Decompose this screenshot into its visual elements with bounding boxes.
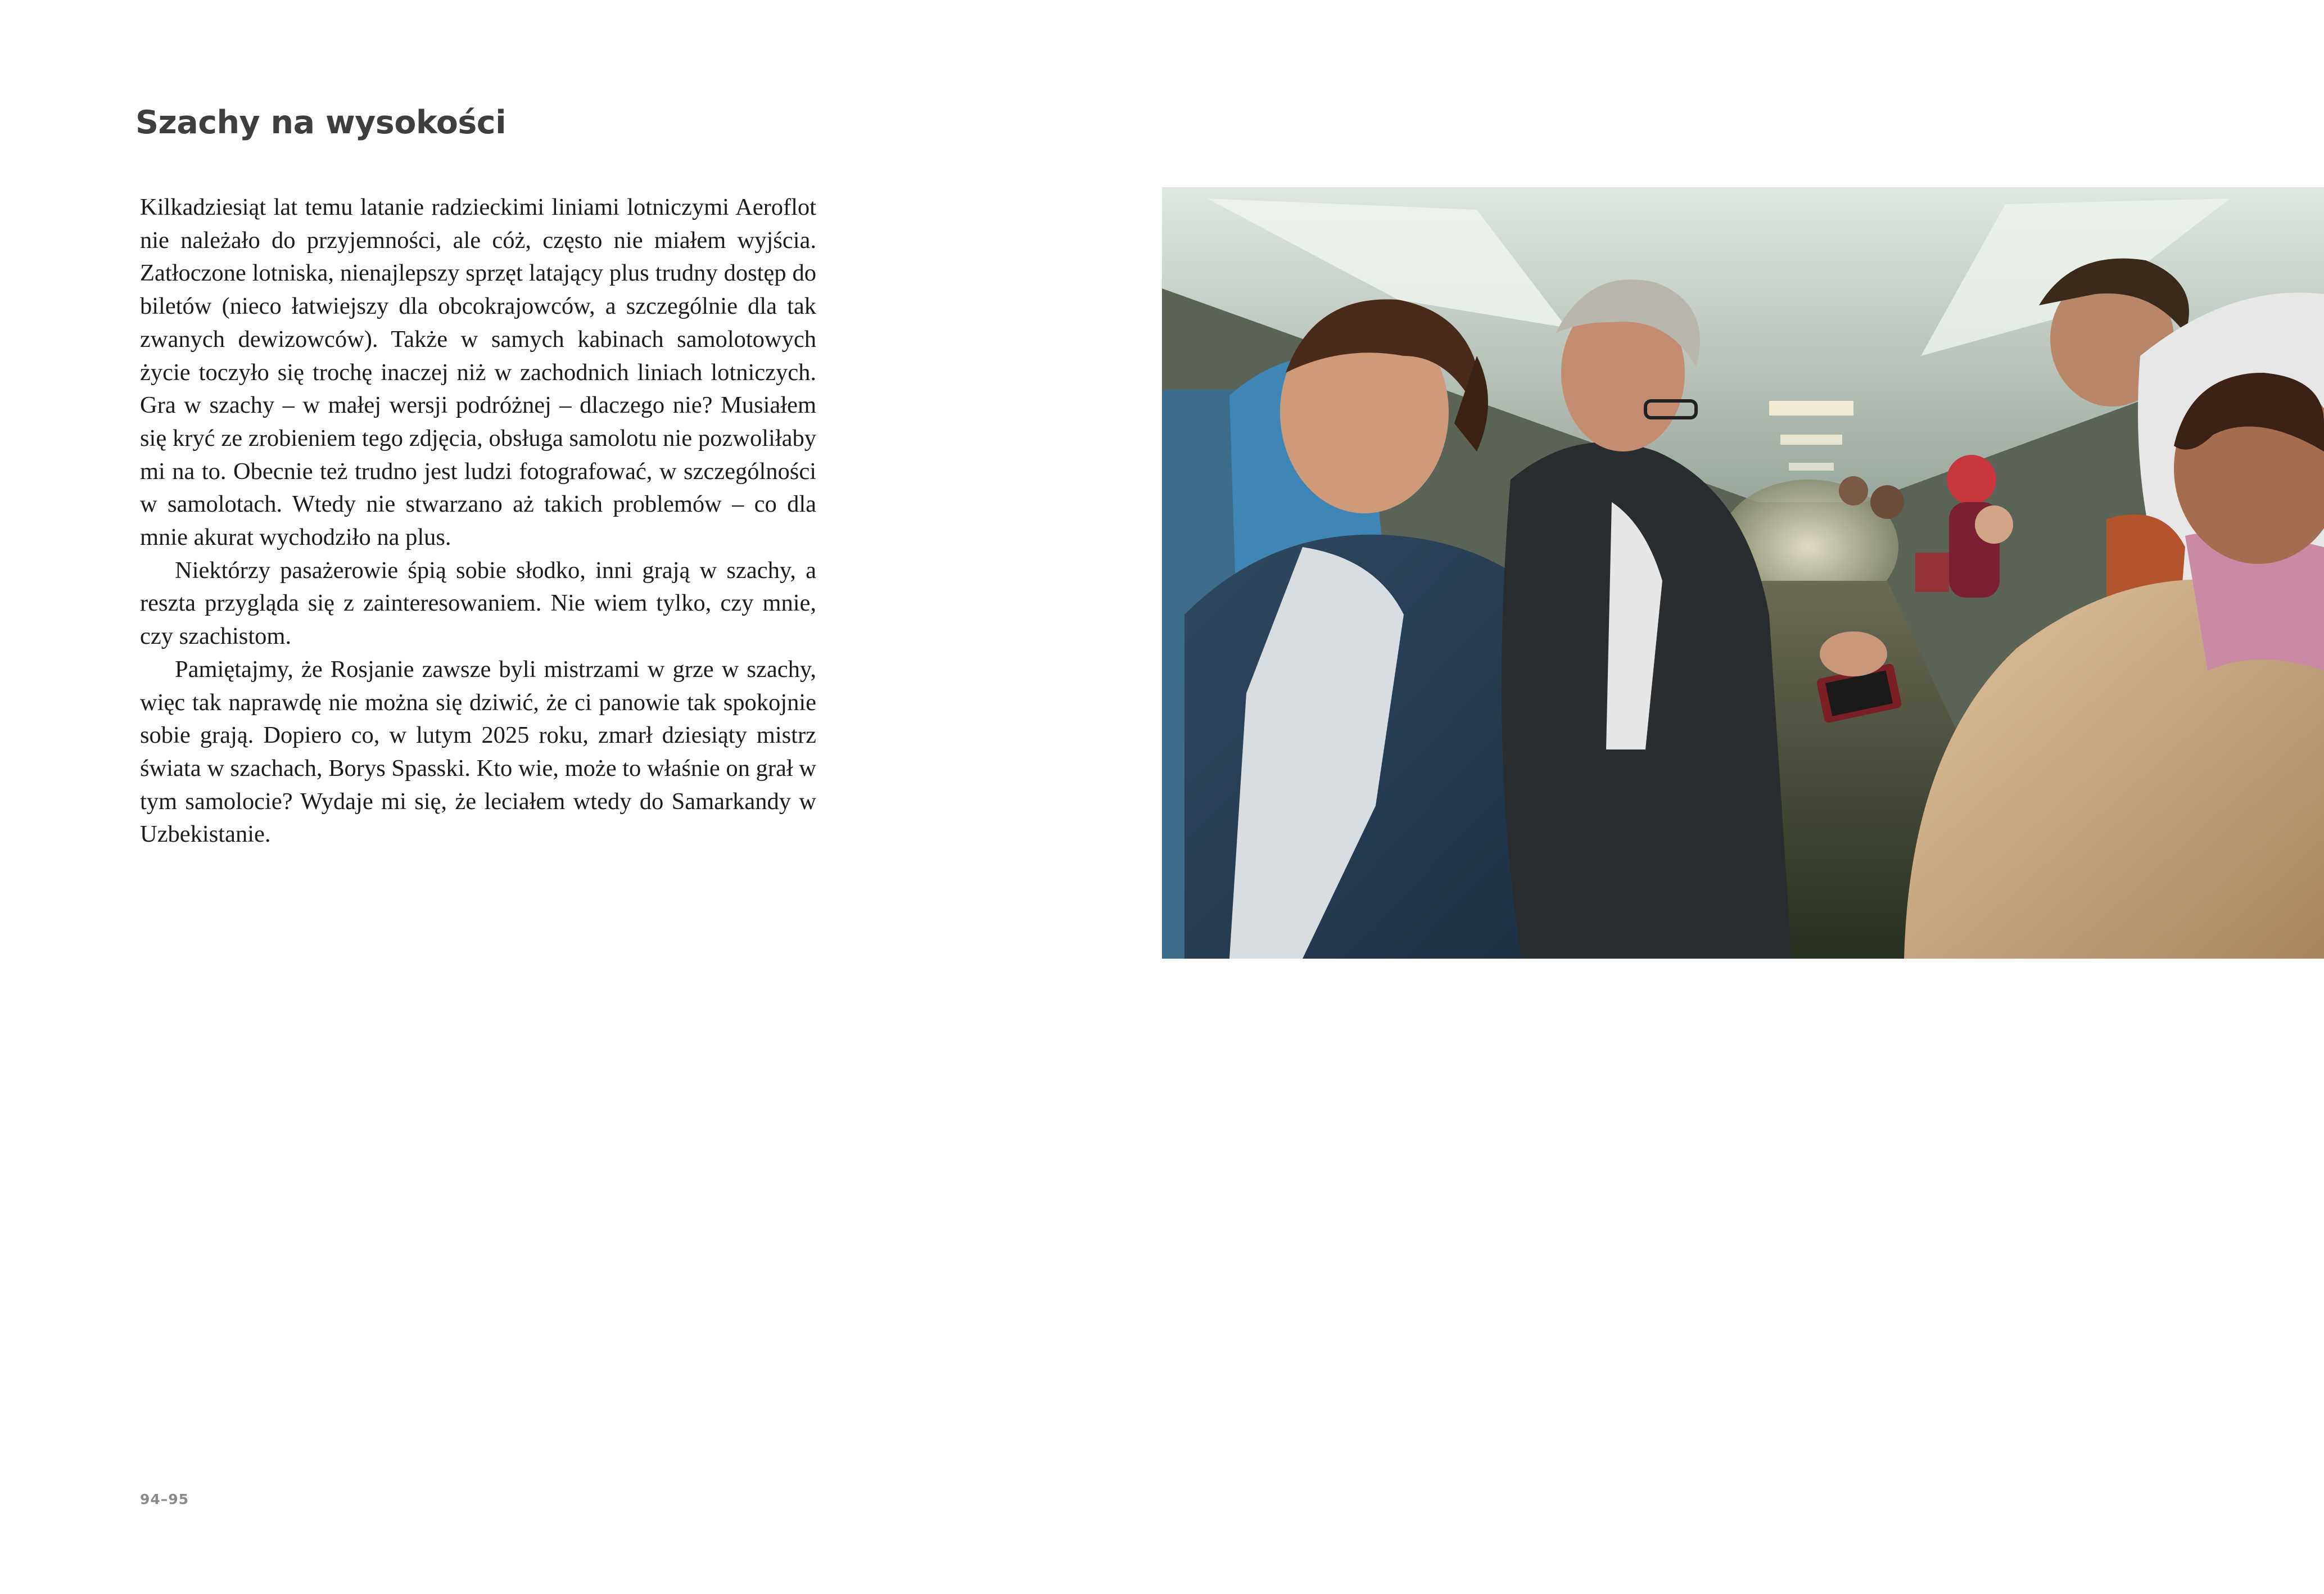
cabin-photo <box>1162 187 2324 959</box>
paragraph-2: Niektórzy pasażerowie śpią sobie słodko, inni grają w szachy, a reszta przygląda się z zainteresowaniem. Nie wiem tylko, czy mnie, czy szachistom. <box>140 557 816 650</box>
paragraph-3: Pamiętajmy, że Rosjanie zawsze byli mistrzami w grze w szachy, więc tak naprawdę nie można się dziwić, że ci panowie tak spokojnie sobie grają. Dopiero co, w lutym 2025 roku, zmarł dziesiąty mistrz świata w szachach, Borys Spasski. Kto wie, może to właśnie on grał w tym samolocie? Wydaje mi się, że leciałem wtedy do Samarkandy w Uzbekistanie. <box>140 656 816 848</box>
page-number: 94–95 <box>140 1491 189 1507</box>
page-title: Szachy na wysokości <box>135 104 507 141</box>
article-body <box>140 191 816 851</box>
cabin-photo-illustration <box>1162 187 2324 959</box>
paragraph-1: Kilkadziesiąt lat temu latanie radzieckimi liniami lotniczymi Aeroflot nie należało do przyjemności, ale cóż, często nie miałem wyjścia. Zatłoczone lotniska, nienajlepszy sprzęt latający plus trudny dostęp do biletów (nieco łatwiejszy dla obcokrajowców, a szczególnie dla tak zwanych dewizowców). Także w samych kabinach samolotowych życie toczyło się trochę inaczej niż w zachodnich liniach lotniczych. Gra w szachy – w małej wersji podróżnej – dlaczego nie? Musiałem się kryć ze zrobieniem tego zdjęcia, obsługa samolotu nie pozwoliłaby mi na to. Obecnie też trudno jest ludzi fotografować, w szczególności w samolotach. Wtedy nie stwarzano aż takich problemów – co dla mnie akurat wychodziło na plus. <box>140 194 816 551</box>
